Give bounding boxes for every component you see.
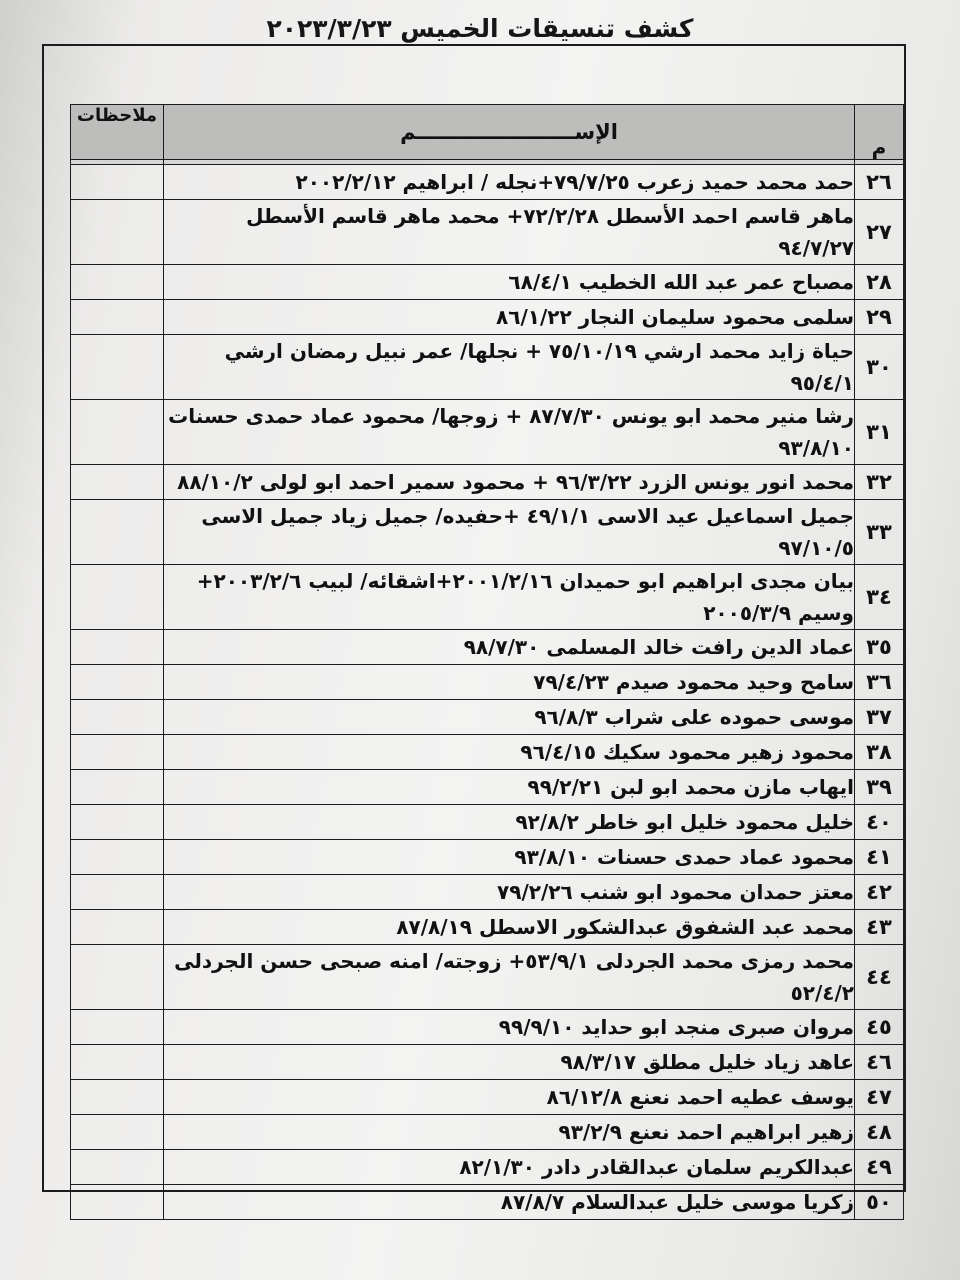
row-number: ٣٣ [855,500,904,565]
table-row [71,665,904,700]
row-number: ٤٠ [855,805,904,840]
table-row [71,300,904,335]
row-notes [71,1150,164,1185]
names-table [70,104,904,1220]
row-notes [71,500,164,565]
row-number: ٤٧ [855,1080,904,1115]
row-number: ٣٩ [855,770,904,805]
row-number: ٣٠ [855,335,904,400]
table-header-row [71,105,904,160]
row-notes [71,735,164,770]
row-name: عاهد زياد خليل مطلق ٩٨/٣/١٧ [164,1045,855,1080]
row-notes [71,565,164,630]
row-notes [71,1185,164,1220]
row-number: ٤٩ [855,1150,904,1185]
row-number: ٢٨ [855,265,904,300]
table-row [71,500,904,565]
table-row [71,265,904,300]
row-name: عماد الدين رافت خالد المسلمى ٩٨/٧/٣٠ [164,630,855,665]
row-name: محمد رمزى محمد الجردلى ٥٣/٩/١+ زوجته/ امنه صبحى حسن الجردلى ٥٢/٤/٢ [164,945,855,1010]
row-number: ٤٤ [855,945,904,1010]
table-row [71,165,904,200]
row-notes [71,1010,164,1045]
row-notes [71,875,164,910]
row-number: ٣٤ [855,565,904,630]
table-row [71,1115,904,1150]
table-row [71,770,904,805]
row-name: عبدالكريم سلمان عبدالقادر دادر ٨٢/١/٣٠ [164,1150,855,1185]
row-notes [71,335,164,400]
table-frame [42,44,906,1214]
table-body [71,165,904,1220]
row-name: ايهاب مازن محمد ابو لبن ٩٩/٢/٢١ [164,770,855,805]
table-row [71,1045,904,1080]
row-name: زكريا موسى خليل عبدالسلام ٨٧/٨/٧ [164,1185,855,1220]
row-notes [71,770,164,805]
row-number: ٤٦ [855,1045,904,1080]
table-row [71,335,904,400]
row-name: محمود عماد حمدى حسنات ٩٣/٨/١٠ [164,840,855,875]
row-name: محمود زهير محمود سكيك ٩٦/٤/١٥ [164,735,855,770]
row-number: ٢٦ [855,165,904,200]
header-number: م [855,105,904,160]
row-notes [71,300,164,335]
row-name: زهير ابراهيم احمد نعنع ٩٣/٢/٩ [164,1115,855,1150]
header-notes: ملاحظات [71,105,164,160]
row-number: ٣٥ [855,630,904,665]
row-name: موسى حموده على شراب ٩٦/٨/٣ [164,700,855,735]
row-name: محمد عبد الشفوق عبدالشكور الاسطل ٨٧/٨/١٩ [164,910,855,945]
row-notes [71,630,164,665]
row-notes [71,165,164,200]
table-row [71,1010,904,1045]
row-name: بيان مجدى ابراهيم ابو حميدان ٢٠٠١/٢/١٦+اشقائه/ لبيب ٢٠٠٣/٢/٦+ وسيم ٢٠٠٥/٣/٩ [164,565,855,630]
row-notes [71,1115,164,1150]
table-row [71,700,904,735]
row-notes [71,1045,164,1080]
row-name: مصباح عمر عبد الله الخطيب ٦٨/٤/١ [164,265,855,300]
table-row [71,805,904,840]
table-row [71,565,904,630]
table-row [71,1080,904,1115]
table-row [71,875,904,910]
row-name: سلمى محمود سليمان النجار ٨٦/١/٢٢ [164,300,855,335]
row-name: جميل اسماعيل عيد الاسى ٤٩/١/١ +حفيده/ جميل زياد جميل الاسى ٩٧/١٠/٥ [164,500,855,565]
row-notes [71,400,164,465]
row-notes [71,265,164,300]
row-number: ٣٨ [855,735,904,770]
row-notes [71,1080,164,1115]
row-name: حمد محمد حميد زعرب ٧٩/٧/٢٥+نجله / ابراهيم ٢٠٠٢/٢/١٢ [164,165,855,200]
row-name: رشا منير محمد ابو يونس ٨٧/٧/٣٠ + زوجها/ محمود عماد حمدى حسنات ٩٣/٨/١٠ [164,400,855,465]
table-row [71,945,904,1010]
row-notes [71,840,164,875]
table-row [71,910,904,945]
table-row [71,1185,904,1220]
row-notes [71,665,164,700]
table-row [71,630,904,665]
row-name: سامح وحيد محمود صيدم ٧٩/٤/٢٣ [164,665,855,700]
row-notes [71,910,164,945]
table-row [71,465,904,500]
row-number: ٤٥ [855,1010,904,1045]
header-name: الإســــــــــــــــــــــم [164,105,855,160]
row-number: ٣٢ [855,465,904,500]
table-row [71,200,904,265]
row-notes [71,465,164,500]
table-row [71,400,904,465]
row-notes [71,200,164,265]
table-row [71,1150,904,1185]
row-number: ٣٦ [855,665,904,700]
row-number: ٤٨ [855,1115,904,1150]
row-number: ٢٧ [855,200,904,265]
row-name: خليل محمود خليل ابو خاطر ٩٢/٨/٢ [164,805,855,840]
row-name: يوسف عطيه احمد نعنع ٨٦/١٢/٨ [164,1080,855,1115]
row-name: ماهر قاسم احمد الأسطل ٧٢/٢/٢٨+ محمد ماهر قاسم الأسطل ٩٤/٧/٢٧ [164,200,855,265]
row-name: معتز حمدان محمود ابو شنب ٧٩/٢/٢٦ [164,875,855,910]
page-title: كشف تنسيقات الخميس ٢٠٢٣/٣/٢٣ [266,14,694,43]
row-number: ٣٧ [855,700,904,735]
row-name: حياة زايد محمد ارشي ٧٥/١٠/١٩ + نجلها/ عمر نبيل رمضان ارشي ٩٥/٤/١ [164,335,855,400]
table-row [71,735,904,770]
row-number: ٤٢ [855,875,904,910]
table-row [71,840,904,875]
row-number: ٢٩ [855,300,904,335]
row-name: محمد انور يونس الزرد ٩٦/٣/٢٢ + محمود سمير احمد ابو لولى ٨٨/١٠/٢ [164,465,855,500]
row-name: مروان صبرى منجد ابو حدايد ٩٩/٩/١٠ [164,1010,855,1045]
row-number: ٤٣ [855,910,904,945]
row-notes [71,805,164,840]
row-number: ٥٠ [855,1185,904,1220]
row-notes [71,700,164,735]
row-notes [71,945,164,1010]
row-number: ٣١ [855,400,904,465]
row-number: ٤١ [855,840,904,875]
